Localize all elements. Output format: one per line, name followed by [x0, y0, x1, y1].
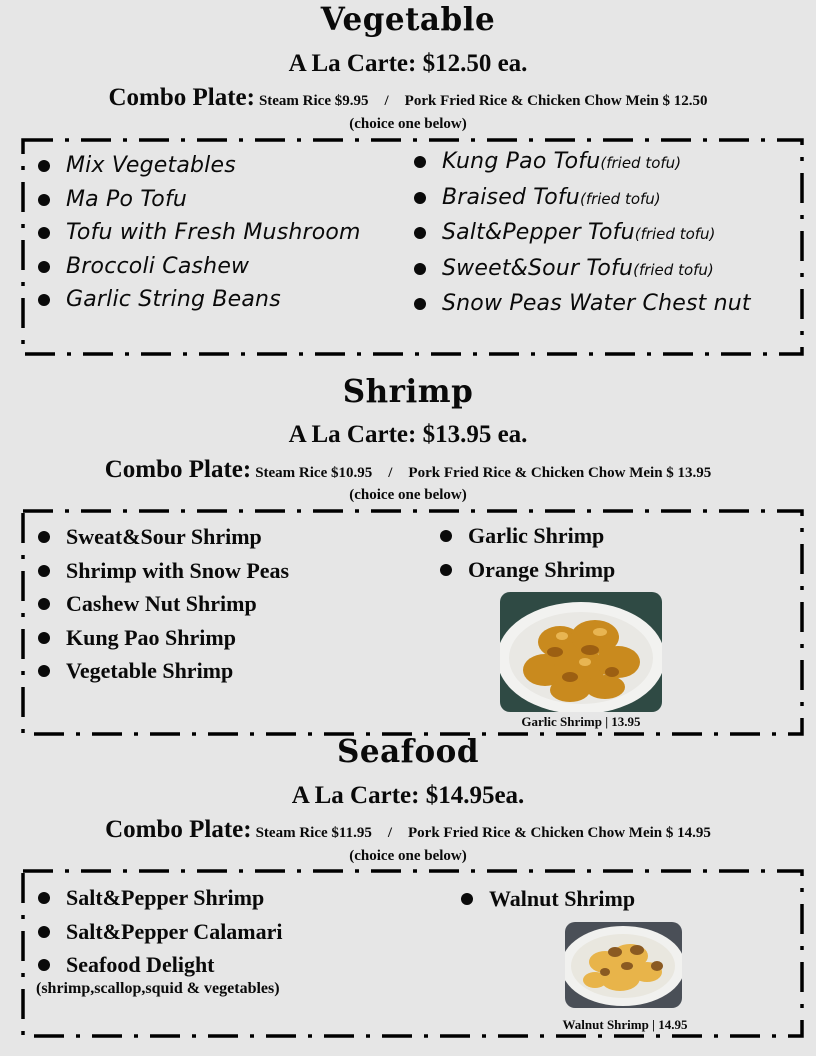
menu-item: Vegetable Shrimp [38, 654, 289, 688]
combo-label: Combo Plate: [105, 816, 252, 843]
separator: / [384, 93, 389, 109]
a-la-carte-price: A La Carte: $12.50 ea. [288, 50, 528, 77]
combo-plate-line [0, 456, 816, 484]
menu-item: Seafood Delight [38, 948, 283, 982]
menu-item: Sweat&Sour Shrimp [38, 520, 289, 554]
fried-rice-price: Pork Fried Rice & Chicken Chow Mein $ 13.95 [408, 465, 712, 481]
left-item-list [38, 881, 283, 982]
menu-item: Walnut Shrimp [461, 882, 635, 916]
menu-item: Sweet&Sour Tofu(fried tofu) [414, 252, 751, 288]
right-item-list [461, 882, 635, 916]
menu-item: Ma Po Tofu [38, 183, 361, 217]
a-la-carte-price: A La Carte: $14.95ea. [291, 782, 525, 809]
menu-item: Shrimp with Snow Peas [38, 554, 289, 588]
photo-caption: Walnut Shrimp | 14.95 [562, 1017, 688, 1032]
menu-item: Orange Shrimp [440, 553, 615, 587]
combo-plate-line [0, 816, 816, 844]
menu-item: Salt&Pepper Calamari [38, 915, 283, 949]
fried-rice-price: Pork Fried Rice & Chicken Chow Mein $ 12.50 [404, 93, 708, 109]
bullet-icon [38, 959, 50, 971]
bullet-icon [461, 893, 473, 905]
a-la-carte-price: A La Carte: $13.95 ea. [288, 421, 528, 448]
bullet-icon [38, 227, 50, 239]
steam-rice-price: Steam Rice $11.95 [255, 825, 372, 841]
bullet-icon [38, 160, 50, 172]
separator: / [388, 465, 393, 481]
bullet-icon [38, 294, 50, 306]
section-title: Seafood [336, 733, 480, 771]
left-item-list [38, 520, 289, 688]
choice-note: (choice one below) [349, 116, 467, 132]
steam-rice-price: Steam Rice $9.95 [258, 93, 369, 109]
bullet-icon [414, 156, 426, 168]
bullet-icon [440, 530, 452, 542]
menu-item: Cashew Nut Shrimp [38, 587, 289, 621]
section-title: Vegetable [320, 1, 496, 39]
steam-rice-price: Steam Rice $10.95 [255, 465, 373, 481]
bullet-icon [38, 531, 50, 543]
bullet-icon [38, 194, 50, 206]
photo-caption: Garlic Shrimp | 13.95 [521, 714, 641, 729]
combo-plate-line [0, 84, 816, 112]
right-item-list [440, 519, 615, 586]
combo-label: Combo Plate: [108, 84, 255, 111]
food-photo-placeholder [565, 922, 682, 1008]
left-item-list [38, 149, 361, 317]
bullet-icon [38, 665, 50, 677]
bullet-icon [38, 892, 50, 904]
menu-item: Kung Pao Shrimp [38, 621, 289, 655]
menu-item: Tofu with Fresh Mushroom [38, 216, 361, 250]
bullet-icon [414, 227, 426, 239]
bullet-icon [38, 632, 50, 644]
right-item-list [414, 145, 751, 321]
food-photo-placeholder [500, 592, 662, 712]
menu-item: Braised Tofu(fried tofu) [414, 181, 751, 217]
seafood-delight-note: (shrimp,scallop,squid & vegetables) [36, 980, 280, 997]
choice-note: (choice one below) [349, 848, 467, 864]
fried-rice-price: Pork Fried Rice & Chicken Chow Mein $ 14.95 [408, 825, 711, 841]
menu-item: Garlic String Beans [38, 283, 361, 317]
menu-item: Kung Pao Tofu(fried tofu) [414, 145, 751, 181]
garlic-shrimp-photo [500, 592, 662, 712]
menu-item: Salt&Pepper Shrimp [38, 881, 283, 915]
bullet-icon [414, 192, 426, 204]
bullet-icon [414, 263, 426, 275]
bullet-icon [414, 298, 426, 310]
menu-item: Mix Vegetables [38, 149, 361, 183]
menu-item: Garlic Shrimp [440, 519, 615, 553]
section-title: Shrimp [342, 373, 474, 411]
separator: / [387, 825, 392, 841]
menu-item: Snow Peas Water Chest nut [414, 287, 751, 321]
bullet-icon [38, 926, 50, 938]
menu-item: Salt&Pepper Tofu(fried tofu) [414, 216, 751, 252]
bullet-icon [38, 598, 50, 610]
bullet-icon [38, 261, 50, 273]
choice-note: (choice one below) [349, 487, 467, 503]
walnut-shrimp-photo [565, 922, 682, 1008]
bullet-icon [38, 565, 50, 577]
bullet-icon [440, 564, 452, 576]
combo-label: Combo Plate: [104, 456, 252, 483]
menu-item: Broccoli Cashew [38, 250, 361, 284]
